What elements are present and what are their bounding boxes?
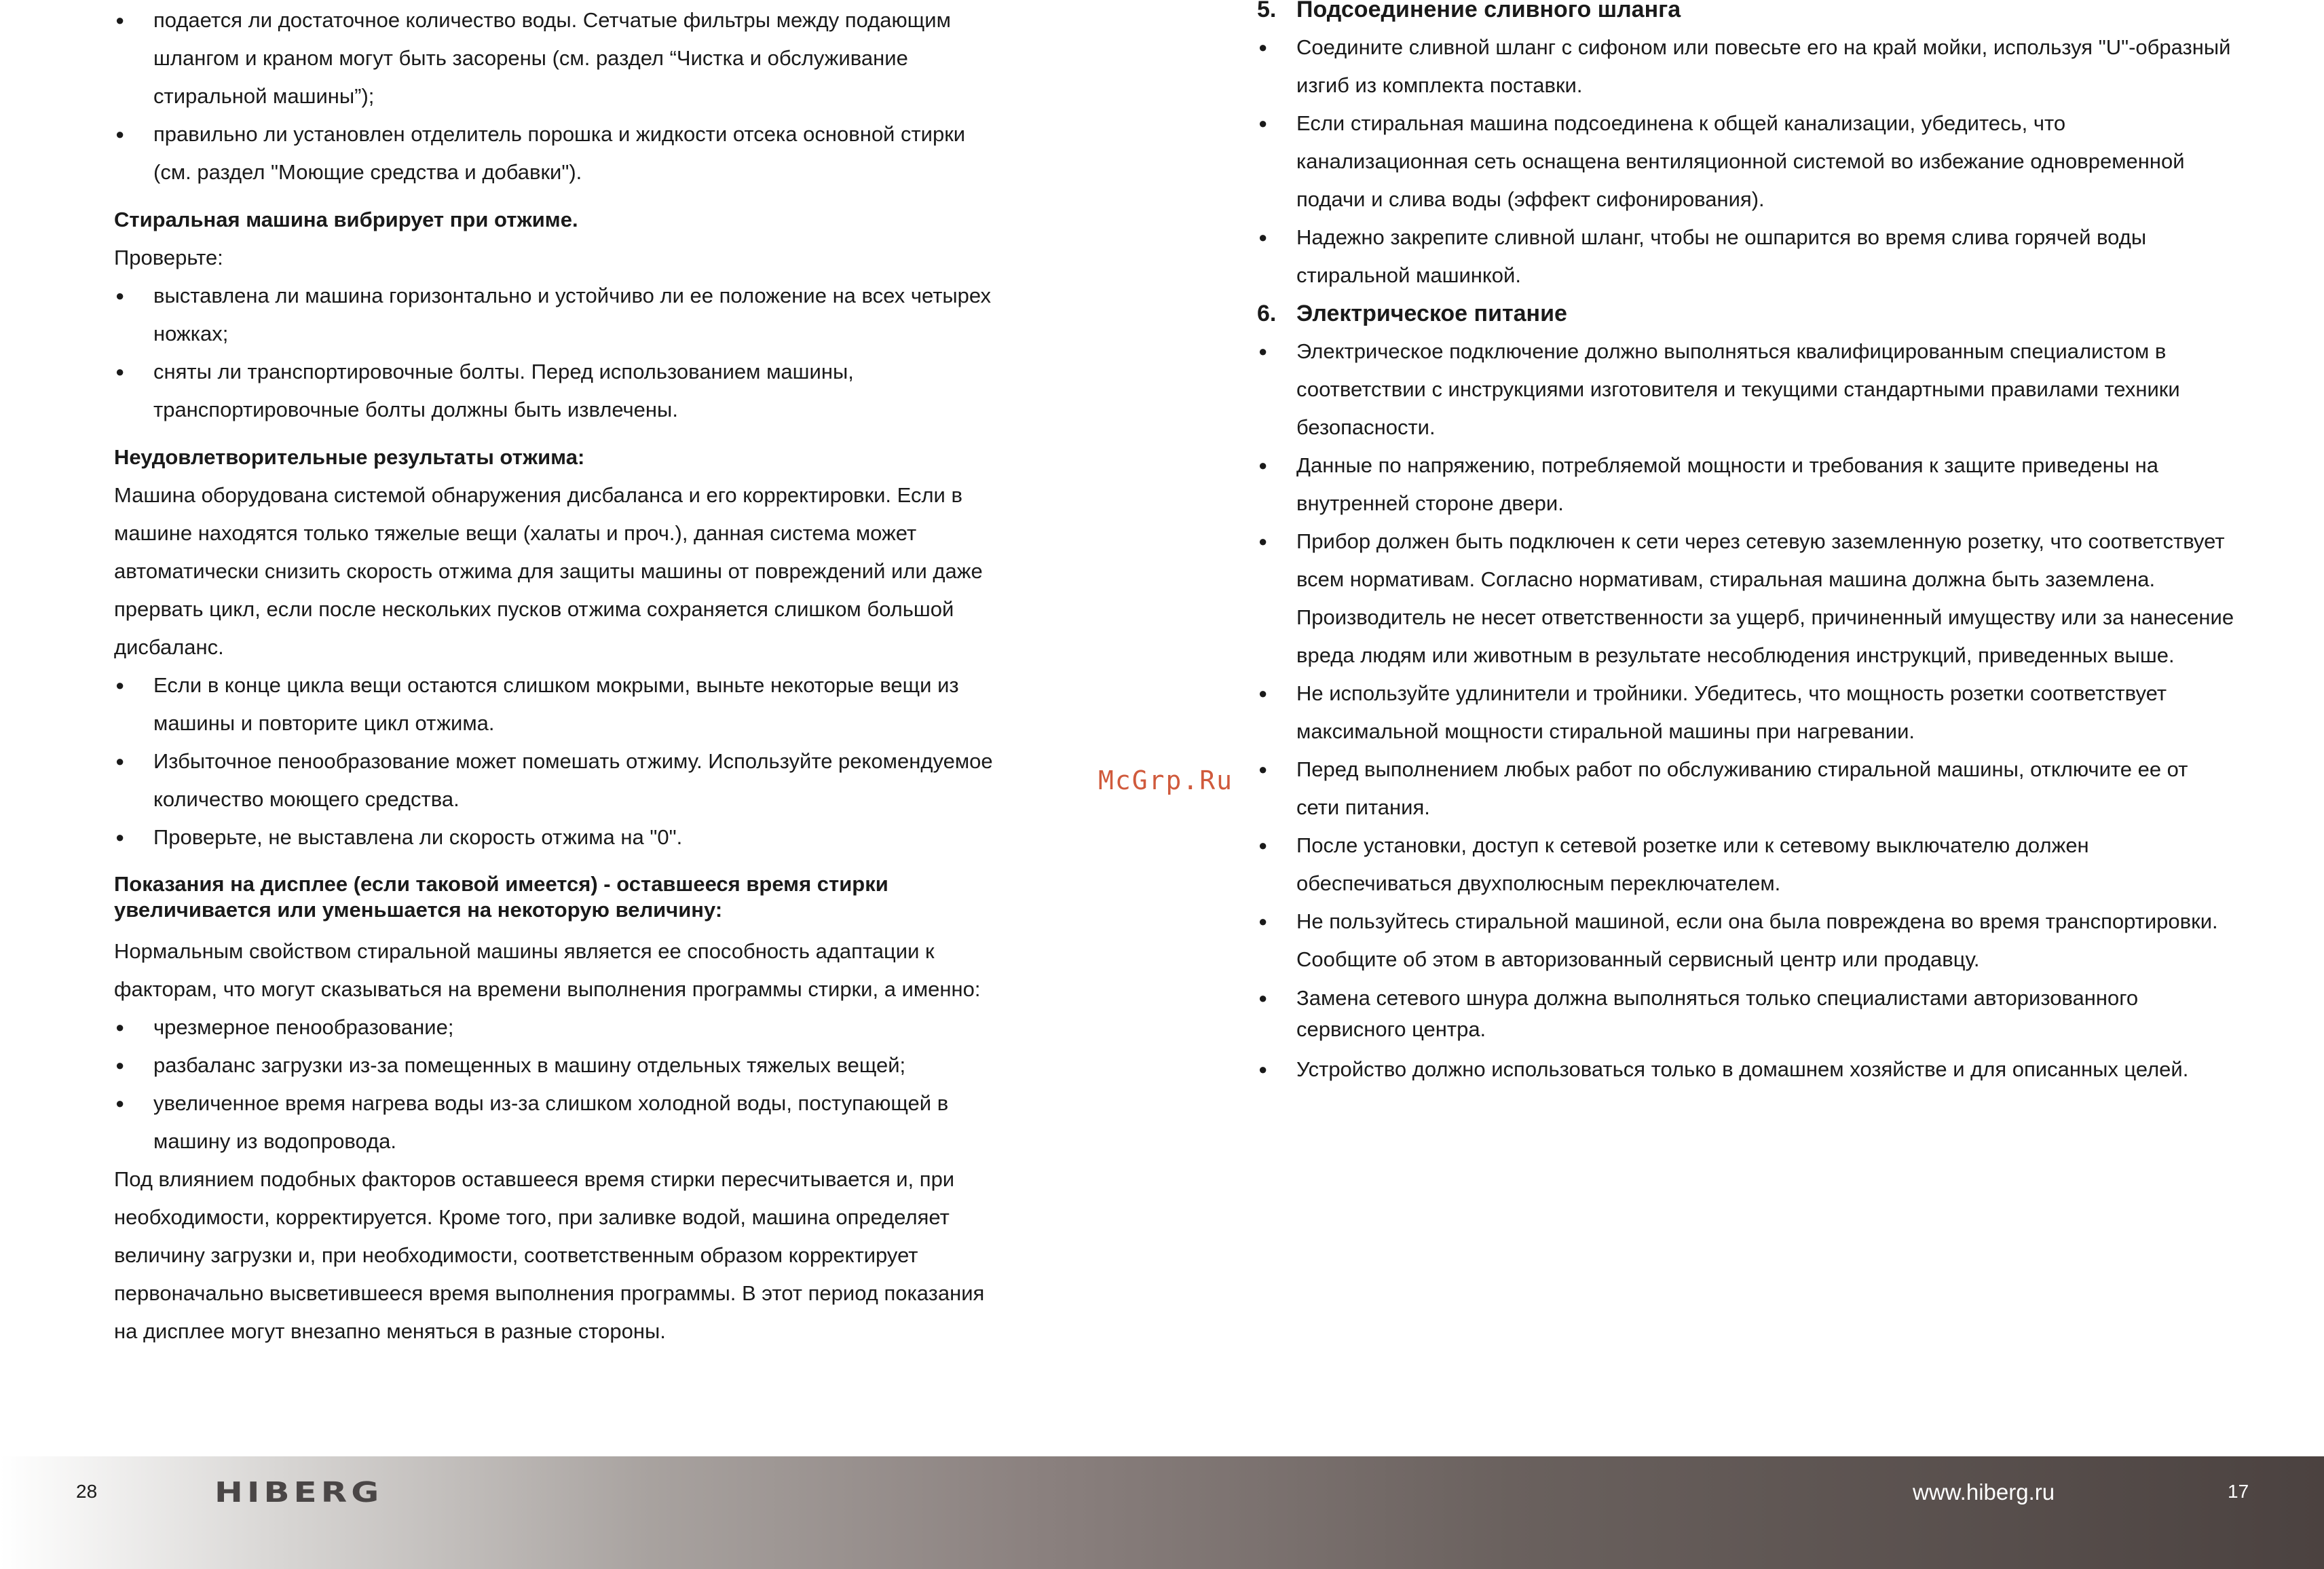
section-title: Подсоединение сливного шланга (1296, 0, 1681, 22)
bullet-item: ● Прибор должен быть подключен к сети через сетевую заземленную розетку, что соответствует всем нормативам. Согласно нормативам, стиральная машина должна быть заземлена. Производитель не несет ответственности за ущерб, причиненный имуществу или за нанесение вреда людям или животным в результате несоблюдения инструкций, приведенных выше. (1257, 523, 2234, 675)
bullet-item: ● Устройство должно использоваться только в домашнем хозяйстве и для описанных целей. (1257, 1051, 2234, 1089)
bullet-item: ● Надежно закрепите сливной шланг, чтобы не ошпарится во время слива горячей воды стиральной машинкой. (1257, 219, 2234, 295)
check-label: Проверьте: (114, 246, 223, 269)
display-heading: Показания на дисплее (если таковой имеется) - оставшееся время стирки увеличивается или уменьшается на некоторую величину: (114, 872, 888, 922)
bullet-item: ● Избыточное пенообразование может помешать отжиму. Используйте рекомендуемое количество моющего средства. (114, 742, 996, 818)
bullet-item: ● увеличенное время нагрева воды из-за слишком холодной воды, поступающей в машину из водопровода. (114, 1084, 996, 1160)
bullet-item: ● Перед выполнением любых работ по обслуживанию стиральной машины, отключите ее от сети питания. (1257, 751, 2234, 827)
section-5-heading (1257, 0, 2234, 29)
display-paragraph-2: Под влиянием подобных факторов оставшееся время стирки пересчитывается и, при необходимости, корректируется. Кроме того, при заливке водой, машина определяет величину загрузки и, при необходимости, соответственным образом корректирует первоначально высветившееся время выполнения программы. В этот период показания на дисплее могут внезапно меняться в разные стороны. (114, 1167, 985, 1343)
section-title: Электрическое питание (1296, 301, 1567, 326)
bullet-item: ● чрезмерное пенообразование; (114, 1008, 996, 1046)
page-number-right: 17 (2228, 1481, 2249, 1502)
bullet-item: ● Замена сетевого шнура должна выполняться только специалистами авторизованного сервисного центра. (1257, 983, 2234, 1045)
display-paragraph: Нормальным свойством стиральной машины является ее способность адаптации к факторам, что могут сказываться на времени выполнения программы стирки, а именно: (114, 939, 981, 1001)
section-number: 6. (1257, 301, 1277, 326)
section-6-heading (1257, 295, 2234, 333)
bullet-item: ● Проверьте, не выставлена ли скорость отжима на "0". (114, 818, 996, 856)
bullet-item: ● Соедините сливной шланг с сифоном или повесьте его на край мойки, используя "U"-образный изгиб из комплекта поставки. (1257, 29, 2234, 105)
right-column (1257, 0, 2234, 1089)
brand-logo: HIBERG (214, 1476, 383, 1509)
bullet-item: ● выставлена ли машина горизонтально и устойчиво ли ее положение на всех четырех ножках; (114, 277, 996, 353)
bullet-item: ● Не используйте удлинители и тройники. Убедитесь, что мощность розетки соответствует максимальной мощности стиральной машины при нагревании. (1257, 675, 2234, 751)
bullet-item: ● Не пользуйтесь стиральной машиной, если она была повреждена во время транспортировки. Сообщите об этом в авторизованный сервисный центр или продавцу. (1257, 903, 2234, 979)
bullet-item: ● Если стиральная машина подсоединена к общей канализации, убедитесь, что канализационная сеть оснащена вентиляционной системой во избежание одновременной подачи и слива воды (эффект сифонирования). (1257, 105, 2234, 219)
footer-bar (0, 1456, 2324, 1569)
spin-paragraph: Машина оборудована системой обнаружения дисбаланса и его корректировки. Если в машине находятся только тяжелые вещи (халаты и проч.), данная система может автоматически снизить скорость отжима для защиты машины от повреждений или даже прервать цикл, если после нескольких пусков отжима сохраняется слишком большой дисбаланс. (114, 483, 983, 659)
bullet-item: ● правильно ли установлен отделитель порошка и жидкости отсека основной стирки (см. раздел "Моющие средства и добавки"). (114, 115, 996, 191)
left-column (114, 1, 996, 1350)
vibration-heading: Стиральная машина вибрирует при отжиме. (114, 208, 578, 231)
watermark: McGrp.Ru (1098, 765, 1234, 795)
section-number: 5. (1257, 0, 1277, 22)
bullet-item: ● подается ли достаточное количество воды. Сетчатые фильтры между подающим шлангом и краном могут быть засорены (см. раздел “Чистка и обслуживание стиральной машины”); (114, 1, 996, 115)
bullet-item: ● сняты ли транспортировочные болты. Перед использованием машины, транспортировочные болты должны быть извлечены. (114, 353, 996, 429)
bullet-item: ● Электрическое подключение должно выполняться квалифицированным специалистом в соответствии с инструкциями изготовителя и текущими стандартными правилами техники безопасности. (1257, 333, 2234, 447)
page-number-left: 28 (76, 1481, 98, 1502)
bullet-item: ● После установки, доступ к сетевой розетке или к сетевому выключателю должен обеспечиваться двухполюсным переключателем. (1257, 827, 2234, 903)
bullet-item: ● Данные по напряжению, потребляемой мощности и требования к защите приведены на внутренней стороне двери. (1257, 447, 2234, 523)
spin-heading: Неудовлетворительные результаты отжима: (114, 445, 585, 469)
website-link[interactable]: www.hiberg.ru (1913, 1479, 2055, 1505)
bullet-item: ● разбаланс загрузки из-за помещенных в машину отдельных тяжелых вещей; (114, 1046, 996, 1084)
bullet-item: ● Если в конце цикла вещи остаются слишком мокрыми, выньте некоторые вещи из машины и повторите цикл отжима. (114, 666, 996, 742)
